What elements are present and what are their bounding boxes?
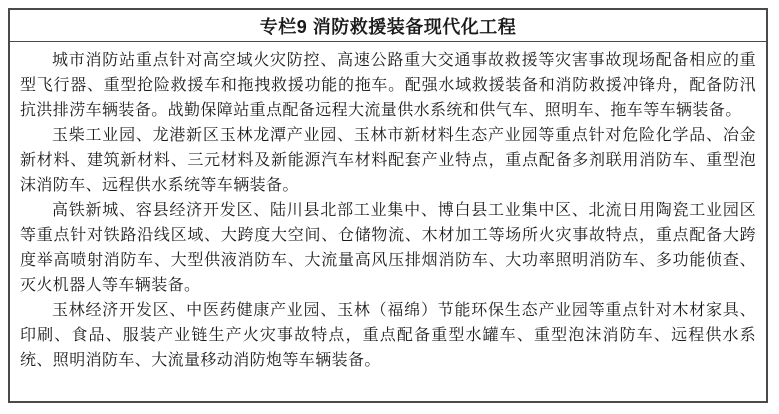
feature-box-column9 [8, 8, 768, 403]
panel-title-row [10, 10, 766, 42]
paragraph-yulin-economic-zone: 玉林经济开发区、中医药健康产业园、玉林（福绵）节能环保生态产业园等重点针对木材家具、印刷、食品、服装产业链生产火灾事故特点，重点配备重型水罐车、重型泡沫消防车、远程供水系统、照明消防车、大流量移动消防炮等车辆装备。 [20, 302, 756, 369]
paragraph-yuchai-industrial-park: 玉柴工业园、龙港新区玉林龙潭产业园、玉林市新材料生态产业园等重点针对危险化学品、冶金新材料、建筑新材料、三元材料及新能源汽车材料配套产业特点，重点配备多剂联用消防车、重型泡沫消防车、远程供水系统等车辆装备。 [20, 127, 756, 194]
panel-title: 专栏9 消防救援装备现代化工程 [259, 16, 517, 37]
paragraph-hsr-new-town: 高铁新城、容县经济开发区、陆川县北部工业集中、博白县工业集中区、北流日用陶瓷工业园区等重点针对铁路沿线区域、大跨度大空间、仓储物流、木材加工等场所火灾事故特点，重点配备大跨度举高喷射消防车、大型供液消防车、大流量高风压排烟消防车、大功率照明消防车、多功能侦查、灭火机器人等车辆装备。 [20, 202, 756, 294]
paragraph-city-fire-stations: 城市消防站重点针对高空域火灾防控、高速公路重大交通事故救援等灾害事故现场配备相应的重型飞行器、重型抢险救援车和拖拽救援功能的拖车。配强水域救援装备和消防救援冲锋舟，配备防汛抗洪排涝车辆装备。战勤保障站重点配备远程大流量供水系统和供气车、照明车、拖车等车辆装备。 [20, 52, 756, 119]
panel-body [10, 42, 766, 373]
